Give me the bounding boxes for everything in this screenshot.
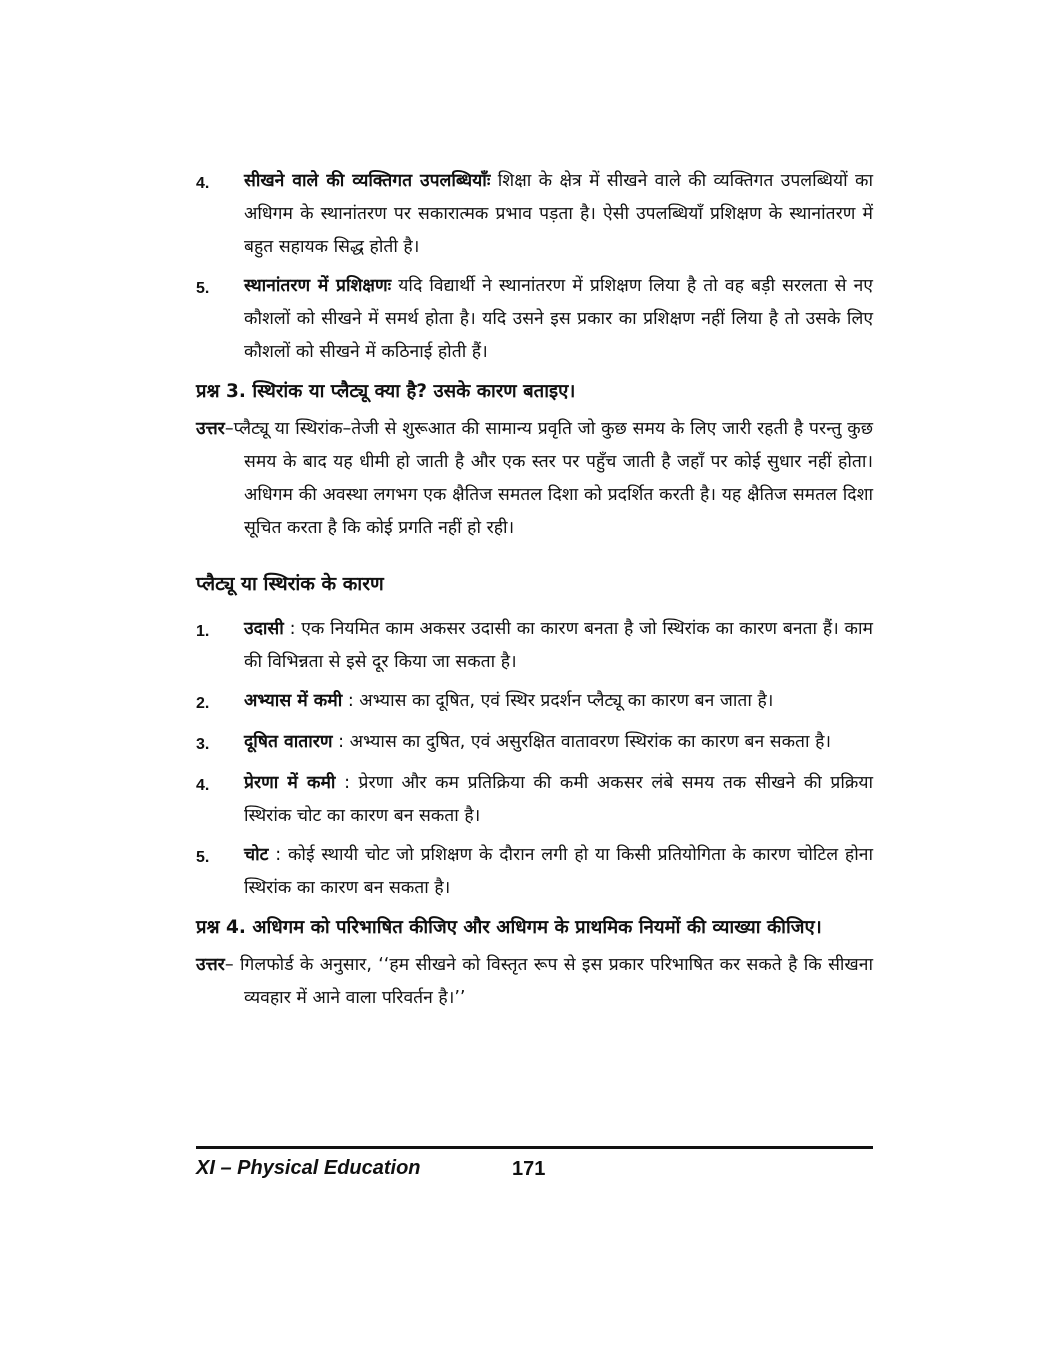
- item-title: उदासी: [244, 619, 284, 639]
- item-title: दूषित वातारण: [244, 732, 333, 752]
- page-number: 171: [512, 1158, 546, 1180]
- item-title: प्रेरणा में कमी: [244, 773, 336, 793]
- item-number: 1.: [196, 623, 210, 640]
- item-text: : प्रेरणा और कम प्रतिक्रिया की कमी अकसर लंबे समय तक सीखने की प्रक्रिया स्थिरांक चोट का कारण बन सकता है।: [244, 773, 874, 826]
- question-4: प्रश्न 4. अधिगम को परिभाषित कीजिए और अधिगम के प्राथमिक नियमों की व्याख्या कीजिए।: [196, 917, 822, 938]
- item-body: [244, 685, 873, 720]
- page-content: [196, 165, 873, 1015]
- item-body: [244, 613, 873, 679]
- answer-3: [196, 413, 873, 545]
- item-number: 3.: [196, 736, 210, 753]
- list-item: [196, 685, 873, 720]
- item-number: 5.: [196, 280, 210, 297]
- item-text: शिक्षा के क्षेत्र में सीखने वाले की व्यक्तिगत उपलब्धियों का अधिगम के स्थानांतरण पर सकारात्मक प्रभाव पड़ता है। ऐसी उपलब्धियाँ प्रशिक्षण के स्थानांतरण में बहुत सहायक सिद्ध होती है।: [244, 171, 873, 257]
- item-text: : एक नियमित काम अकसर उदासी का कारण बनता है जो स्थिरांक का कारण बनता हैं। काम की विभिन्नता से इसे दूर किया जा सकता है।: [244, 619, 873, 672]
- item-number: 5.: [196, 849, 210, 866]
- answer-label: उत्तर: [196, 419, 225, 439]
- item-number: 4.: [196, 175, 210, 192]
- list-item: [196, 767, 873, 833]
- item-text: यदि विद्यार्थी ने स्थानांतरण में प्रशिक्षण लिया है तो वह बड़ी सरलता से नए कौशलों को सीखने में समर्थ होता है। यदि उसने इस प्रकार का प्रशिक्षण नहीं लिया है तो उसके लिए कौशलों को सीखने में कठिनाई होती हैं।: [244, 276, 873, 362]
- list-item: [196, 839, 873, 905]
- item-body: [244, 839, 873, 905]
- footer-book-title: XI – Physical Education: [196, 1157, 421, 1179]
- list-item: [196, 726, 873, 761]
- list-item: [196, 165, 873, 264]
- item-text: : अभ्यास का दुषित, एवं असुरक्षित वातावरण स्थिरांक का कारण बन सकता है।: [332, 732, 832, 752]
- item-number: 2.: [196, 695, 210, 712]
- item-body: [244, 165, 873, 264]
- answer-4: [196, 949, 873, 1015]
- item-body: [244, 726, 873, 761]
- answer-text: –प्लैट्यू या स्थिरांक–तेजी से शुरूआत की सामान्य प्रवृति जो कुछ समय के लिए जारी रहती है परन्तु कुछ समय के बाद यह धीमी हो जाती है और एक स्तर पर पहुँच जाती है जहाँ पर कोई सुधार नहीं होता। अधिगम की अवस्था लगभग एक क्षैतिज समतल दिशा को प्रदर्शित करती है। यह क्षैतिज समतल दिशा सूचित करता है कि कोई प्रगति नहीं हो रही।: [224, 419, 873, 538]
- list-item: [196, 270, 873, 369]
- item-text: : कोई स्थायी चोट जो प्रशिक्षण के दौरान लगी हो या किसी प्रतियोगिता के कारण चोटिल होना स्थिरांक का कारण बन सकता है।: [244, 845, 873, 898]
- item-text: : अभ्यास का दूषित, एवं स्थिर प्रदर्शन प्लैट्यू का कारण बन जाता है।: [342, 691, 774, 711]
- item-title: स्थानांतरण में प्रशिक्षणः: [244, 276, 392, 296]
- answer-label: उत्तर: [196, 955, 225, 975]
- item-title: सीखने वाले की व्यक्तिगत उपलब्धियाँः: [244, 171, 491, 191]
- page-footer: [196, 1146, 873, 1180]
- item-title: चोट: [244, 845, 269, 865]
- item-title: अभ्यास में कमी: [244, 691, 343, 711]
- answer-text: – गिलफोर्ड के अनुसार, ‘‘हम सीखने को विस्तृत रूप से इस प्रकार परिभाषित कर सकते है कि सीखना व्यवहार में आने वाला परिवर्तन है।’’: [224, 955, 873, 1008]
- question-3: प्रश्न 3. स्थिरांक या प्लैट्यू क्या है? उसके कारण बताइए।: [196, 381, 576, 402]
- item-body: [244, 270, 873, 369]
- list-item: [196, 613, 873, 679]
- section-heading: प्लैट्यू या स्थिरांक के कारण: [196, 573, 384, 595]
- item-number: 4.: [196, 777, 210, 794]
- item-body: [244, 767, 873, 833]
